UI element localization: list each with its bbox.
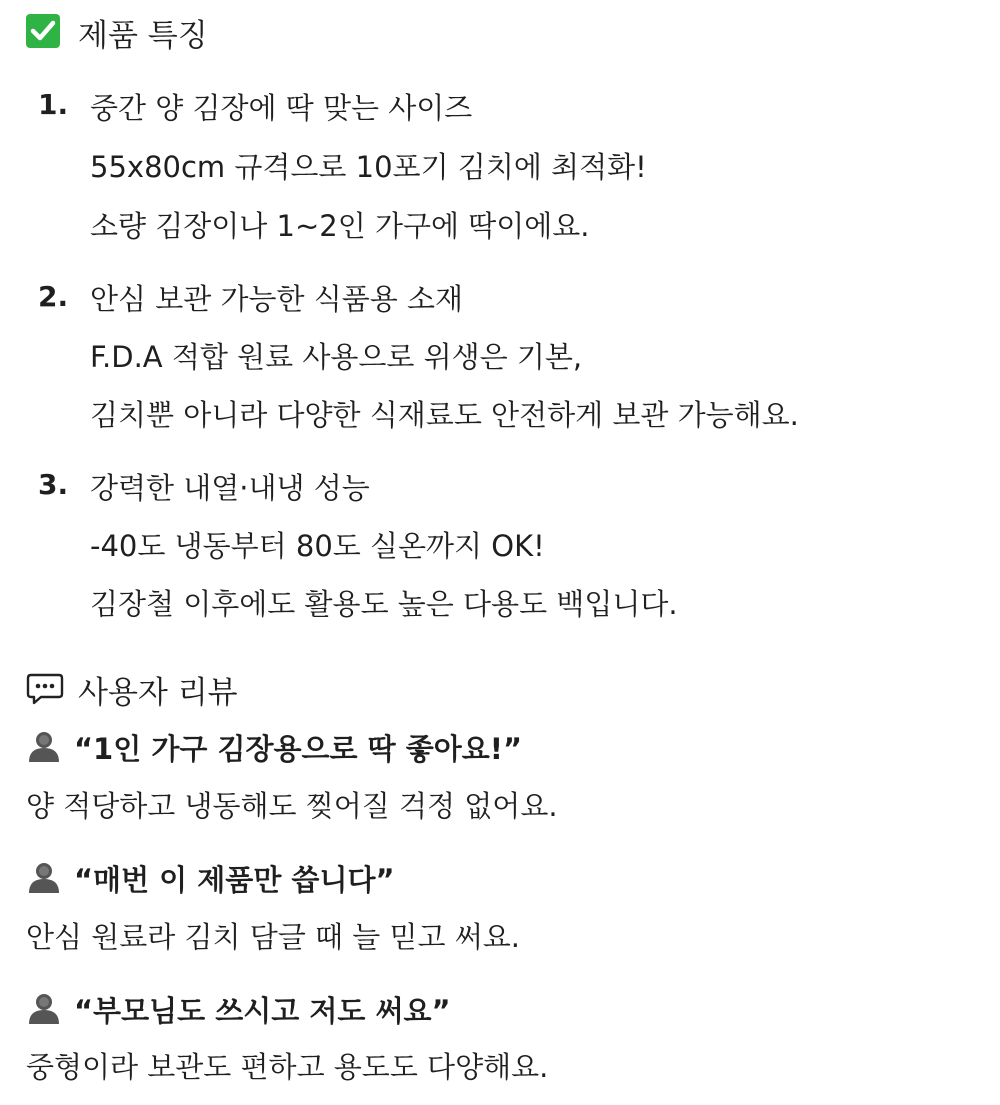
feature-line: 55x80cm 규격으로 10포기 김치에 최적화! <box>90 150 647 184</box>
feature-line: 김장철 이후에도 활용도 높은 다용도 백입니다. <box>90 587 678 621</box>
feature-line: 소량 김장이나 1~2인 가구에 딱이에요. <box>90 209 590 243</box>
reviews-title: 사용자 리뷰 <box>78 675 238 711</box>
feature-title: 강력한 내열·내냉 성능 <box>90 471 370 505</box>
feature-number: 1. <box>38 88 69 121</box>
review-text: 중형이라 보관도 편하고 용도도 다양해요. <box>26 1050 549 1084</box>
speech-bubble-icon <box>26 672 64 710</box>
review-quote: “매번 이 제품만 씁니다” <box>74 863 395 897</box>
feature-title: 안심 보관 가능한 식품용 소재 <box>90 282 464 316</box>
user-icon <box>26 729 62 767</box>
review-quote: “1인 가구 김장용으로 딱 좋아요!” <box>74 732 523 766</box>
feature-number: 3. <box>38 468 69 501</box>
feature-number: 2. <box>38 280 69 313</box>
review-text: 안심 원료라 김치 담글 때 늘 믿고 써요. <box>26 920 520 954</box>
user-icon <box>26 991 62 1029</box>
feature-title: 중간 양 김장에 딱 맞는 사이즈 <box>90 91 473 125</box>
check-box-icon <box>26 14 60 48</box>
review-quote: “부모님도 쓰시고 저도 써요” <box>74 994 451 1028</box>
features-title: 제품 특징 <box>78 18 208 54</box>
feature-line: -40도 냉동부터 80도 실온까지 OK! <box>90 529 545 563</box>
feature-line: F.D.A 적합 원료 사용으로 위생은 기본, <box>90 340 583 374</box>
feature-line: 김치뿐 아니라 다양한 식재료도 안전하게 보관 가능해요. <box>90 398 799 432</box>
review-text: 양 적당하고 냉동해도 찢어질 걱정 없어요. <box>26 789 558 823</box>
user-icon <box>26 860 62 898</box>
